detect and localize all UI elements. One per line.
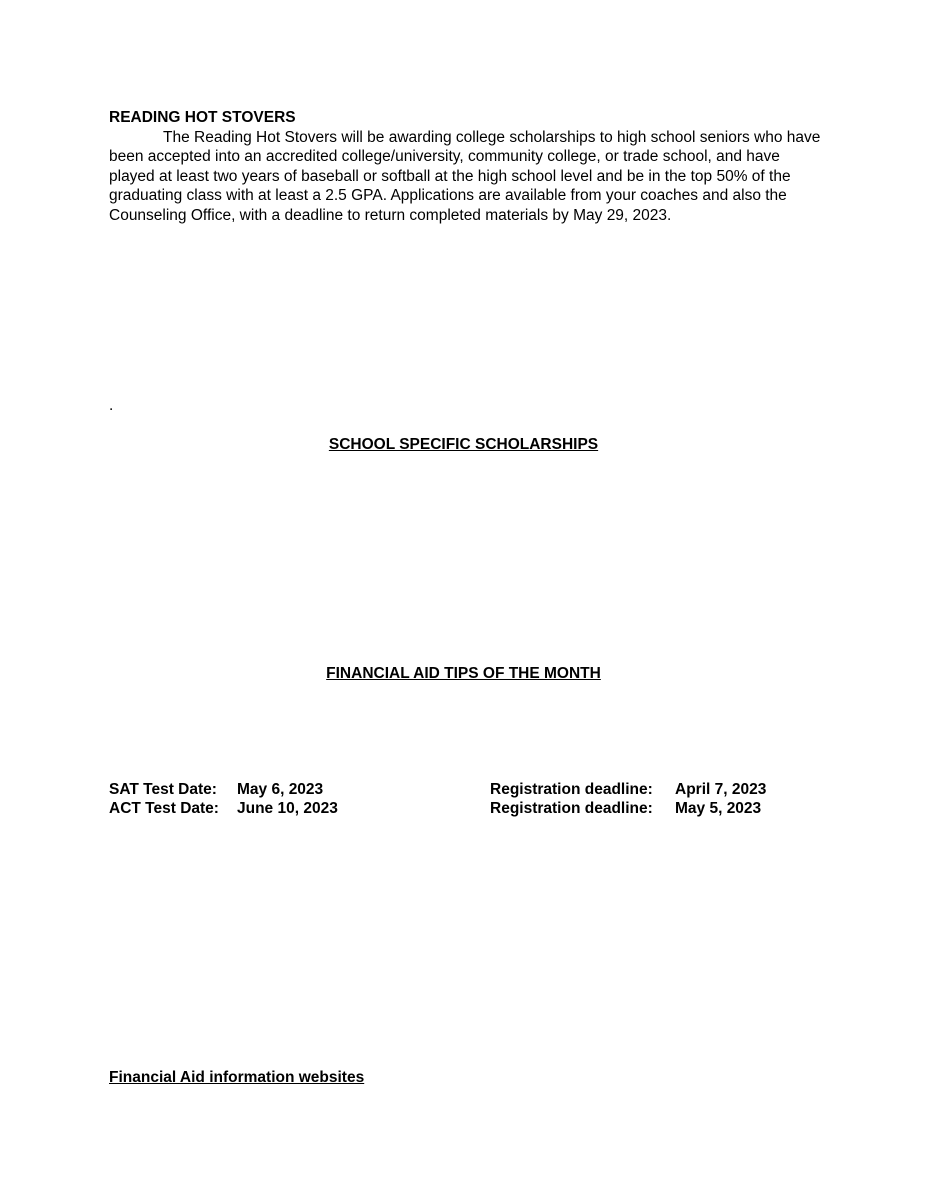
reading-hot-stovers-heading: READING HOT STOVERS	[109, 109, 296, 126]
reading-hot-stovers-paragraph: The Reading Hot Stovers will be awarding college scholarships to high school seniors who have been accepted into an accredited college/university, community college, or trade school, and have played at least two years of baseball or softball at the high school level and be in the top 50% of the graduating class with at least a 2.5 GPA. Applications are available from your coaches and also the Counseling Office, with a deadline to return completed materials by May 29, 2023.	[109, 128, 821, 224]
act-test-label: ACT Test Date:	[109, 800, 219, 817]
act-registration-label: Registration deadline:	[490, 800, 653, 817]
school-specific-scholarships-heading: SCHOOL SPECIFIC SCHOLARSHIPS	[328, 436, 599, 453]
stray-period-mark: .	[109, 397, 114, 414]
sat-test-label: SAT Test Date:	[109, 781, 217, 798]
act-test-date: June 10, 2023	[237, 800, 338, 817]
sat-registration-date: April 7, 2023	[675, 781, 767, 798]
act-registration-date: May 5, 2023	[675, 800, 762, 817]
financial-aid-tips-heading: FINANCIAL AID TIPS OF THE MONTH	[326, 665, 601, 682]
sat-test-date: May 6, 2023	[237, 781, 324, 798]
sat-registration-label: Registration deadline:	[490, 781, 653, 798]
financial-aid-websites-heading: Financial Aid information websites	[109, 1069, 365, 1086]
